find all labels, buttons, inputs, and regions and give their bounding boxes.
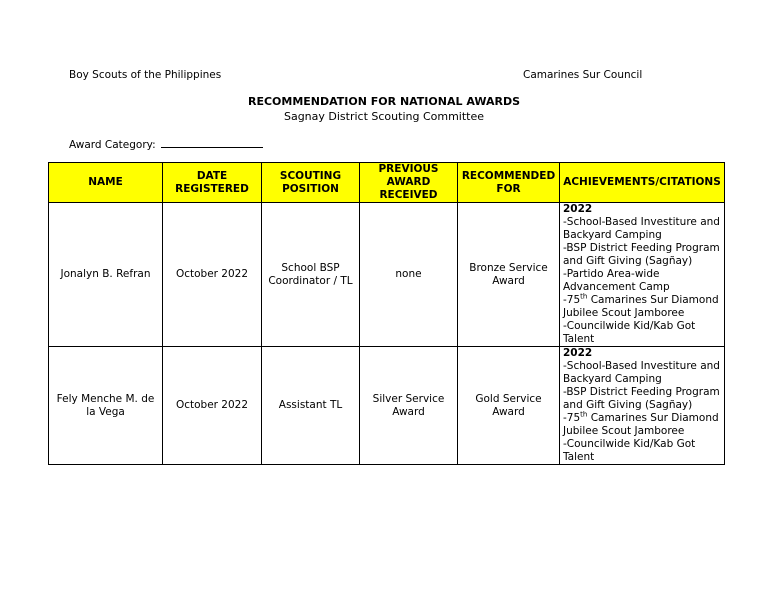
column-header-previous-award: PREVIOUS AWARD RECEIVED — [360, 163, 458, 203]
achievement-item — [563, 294, 721, 320]
cell-position: Assistant TL — [262, 347, 360, 465]
column-header-name: NAME — [49, 163, 163, 203]
achievement-item — [563, 412, 721, 438]
table-header-row — [49, 163, 725, 203]
cell-achievements — [560, 347, 725, 465]
column-header-position: SCOUTING POSITION — [262, 163, 360, 203]
org-name-left: Boy Scouts of the Philippines — [69, 69, 222, 81]
award-category-label: Award Category: — [69, 139, 156, 151]
ordinal-suffix: th — [580, 292, 588, 301]
council-name: Camarines Sur Council — [523, 69, 643, 81]
achievement-item: -Councilwide Kid/Kab Got Talent — [563, 438, 696, 463]
document-title: RECOMMENDATION FOR NATIONAL AWARDS — [247, 95, 521, 108]
cell-date-registered: October 2022 — [163, 203, 262, 347]
cell-recommended-for: Bronze Service Award — [458, 203, 560, 347]
cell-name: Fely Menche M. de la Vega — [49, 347, 163, 465]
cell-date-registered: October 2022 — [163, 347, 262, 465]
award-category — [69, 137, 263, 151]
awards-table — [48, 162, 725, 465]
jamboree-number: -75 — [563, 294, 581, 306]
table-row — [49, 347, 725, 465]
achievement-item: -Councilwide Kid/Kab Got Talent — [563, 320, 696, 345]
jamboree-number: -75 — [563, 412, 581, 424]
cell-achievements — [560, 203, 725, 347]
achievement-year: 2022 — [563, 203, 593, 215]
cell-recommended-for: Gold Service Award — [458, 347, 560, 465]
cell-previous-award: Silver Service Award — [360, 347, 458, 465]
achievement-item: -BSP District Feeding Program and Gift Giving (Sagñay) — [563, 242, 720, 267]
award-category-blank — [161, 137, 263, 148]
table-row — [49, 203, 725, 347]
achievement-item: -BSP District Feeding Program and Gift Giving (Sagñay) — [563, 386, 720, 411]
document-subtitle: Sagnay District Scouting Committee — [283, 110, 485, 123]
ordinal-suffix: th — [580, 410, 588, 419]
achievement-item: -School-Based Investiture and Backyard Camping — [563, 360, 720, 385]
jamboree-text: Camarines Sur Diamond Jubilee Scout Jamboree — [563, 294, 719, 319]
column-header-date: DATE REGISTERED — [163, 163, 262, 203]
column-header-achievements: ACHIEVEMENTS/CITATIONS — [560, 163, 725, 203]
cell-previous-award: none — [360, 203, 458, 347]
column-header-recommended: RECOMMENDED FOR — [458, 163, 560, 203]
achievement-item: -School-Based Investiture and Backyard Camping — [563, 216, 720, 241]
jamboree-text: Camarines Sur Diamond Jubilee Scout Jamboree — [563, 412, 719, 437]
achievement-item: -Partido Area-wide Advancement Camp — [563, 268, 670, 293]
cell-position: School BSP Coordinator / TL — [262, 203, 360, 347]
achievement-year: 2022 — [563, 347, 593, 359]
cell-name: Jonalyn B. Refran — [49, 203, 163, 347]
